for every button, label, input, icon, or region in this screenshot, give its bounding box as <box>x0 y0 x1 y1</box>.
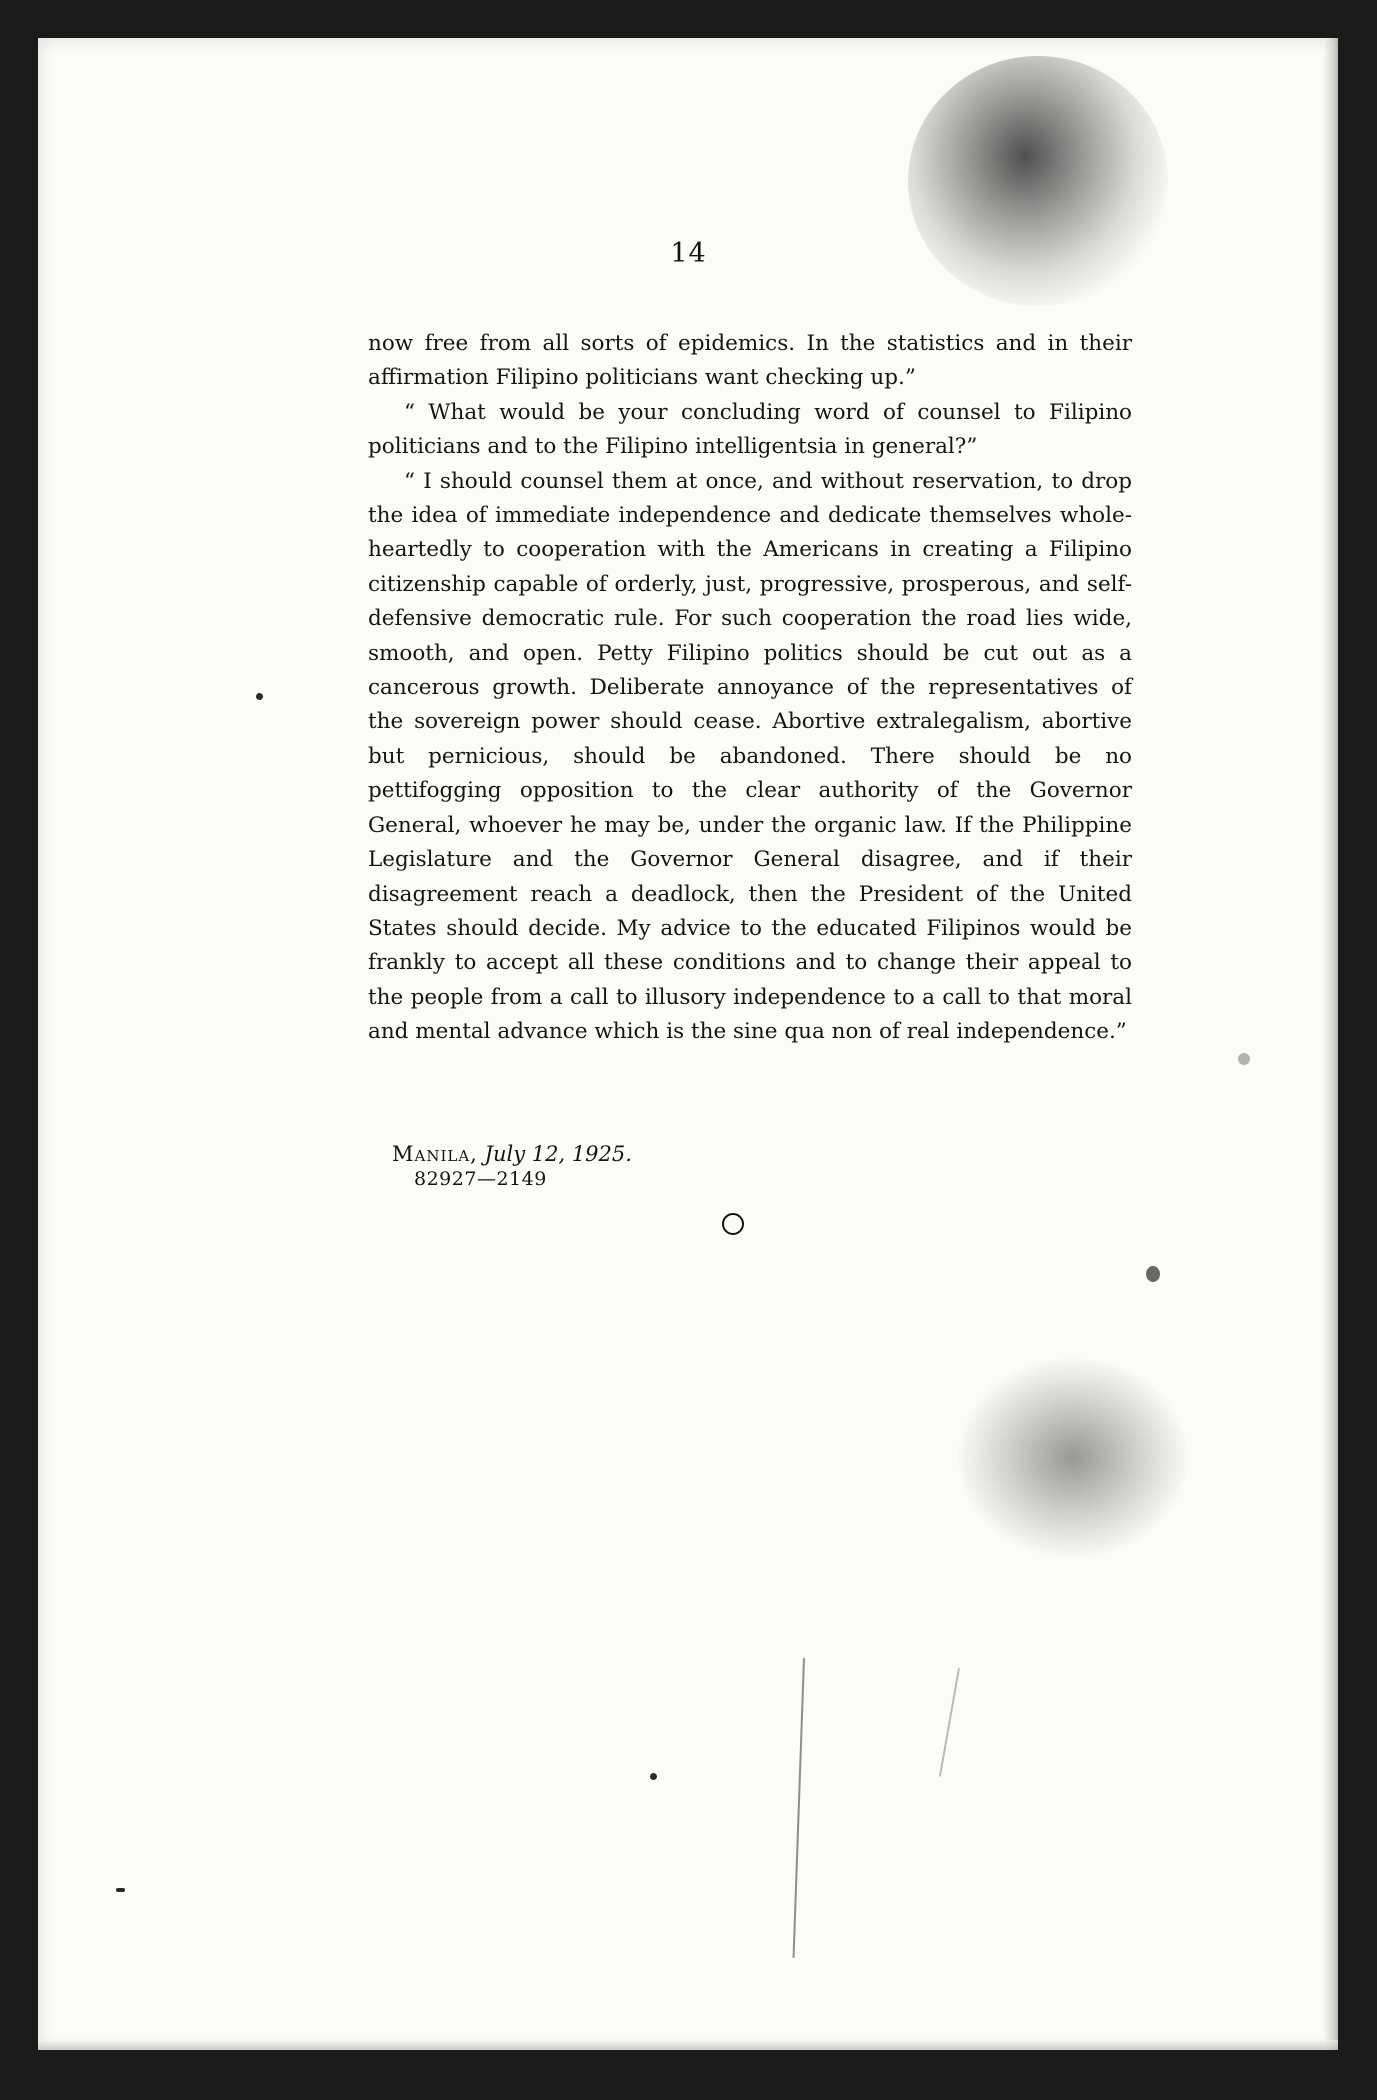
speck <box>650 1773 657 1780</box>
speck <box>116 1888 125 1892</box>
paper-edge <box>38 2040 1338 2050</box>
printer-mark-circle-icon <box>722 1213 744 1235</box>
page-number: 14 <box>670 238 707 269</box>
paragraph: “ I should counsel them at once, and without reservation, to drop the idea of immediate independence and dedicate themselves whole-heartedly to cooperation with the Americans in creating a Filipino citizenship capable of orderly, just, progressive, prosperous, and self-defensive democratic rule. For such cooperation the road lies wide, smooth, and open. Petty Filipino politics should be cut out as a cancerous growth. Deliberate annoyance of the representatives of the sovereign power should cease. Abortive extralegalism, abortive but pernicious, should be abandoned. There should be no pettifogging opposition to the clear authority of the Governor General, whoever he may be, under the organic law. If the Philippine Legislature and the Governor General disagree, and if their disagreement reach a deadlock, then the President of the United States should decide. My advice to the educated Filipinos would be frankly to accept all these conditions and to change their appeal to the people from a call to illusory independence to a call to that moral and mental advance which is the sine qua non of real independence.” <box>368 468 1132 1045</box>
paragraph: “ What would be your concluding word of counsel to Filipino politicians and to the Filipino intelligentsia in general?” <box>368 399 1132 460</box>
ink-stain-middle <box>958 1358 1188 1558</box>
speck <box>1146 1266 1160 1282</box>
speck <box>1238 1053 1250 1065</box>
body-text <box>368 327 1132 1050</box>
dateline <box>392 1140 632 1168</box>
dateline-place: Manila, <box>392 1142 478 1166</box>
paper-edge <box>1324 38 1338 2050</box>
dateline-date: July 12, 1925. <box>484 1142 632 1166</box>
speck <box>256 693 263 700</box>
paragraph: now free from all sorts of epidemics. In the statistics and in their affirmation Filipino politicians want checking up.” <box>368 331 1132 391</box>
scratch-mark <box>793 1658 805 1958</box>
print-code: 82927—2149 <box>414 1168 547 1190</box>
scratch-mark <box>939 1668 960 1777</box>
